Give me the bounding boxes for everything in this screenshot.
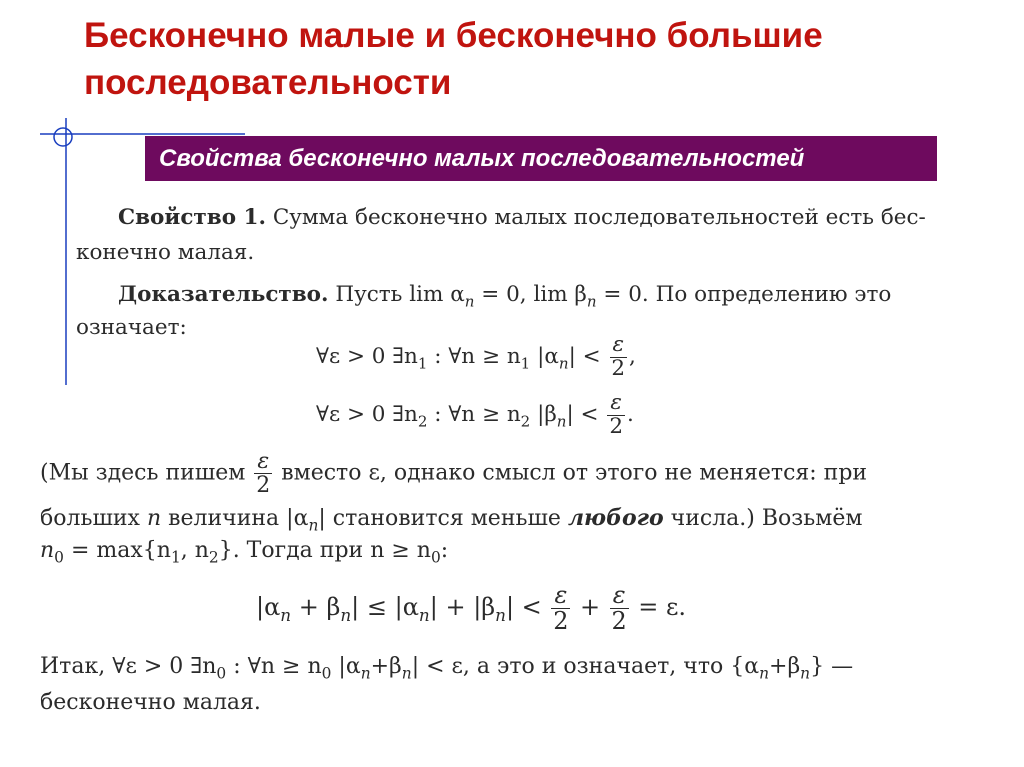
paragraph-text: (Мы здесь пишем [40,460,246,486]
conclusion-line-1 [40,654,853,682]
paragraph-line-1 [40,450,867,497]
fraction-numerator: ε [610,334,628,358]
subscript: n [360,664,371,683]
fraction-numerator: ε [610,583,629,609]
proof-text: = 0. По определению это [596,282,892,307]
formula-text: |α [530,344,559,370]
subscript: n [308,516,319,535]
formula-text: ∀ε > 0 ∃n [316,344,418,370]
paragraph-text: вместо ε, однако смысл от этого не меняется: при [281,460,868,486]
paragraph-text: , n [180,538,209,563]
proof-means: означает: [76,315,187,340]
title-line-2: последовательности [84,63,452,102]
paragraph-text: больших [40,506,147,531]
fraction-numerator: ε [551,583,570,609]
formula-text: : ∀n ≥ n [427,402,521,428]
property-text-cont: конечно малая. [76,240,255,265]
formula-text: + [579,593,601,622]
subscript: 0 [216,664,227,683]
fraction-numerator: ε [254,450,272,474]
fraction-denominator: 2 [553,607,569,636]
formula-beta [316,392,634,438]
punctuation: , [629,344,636,370]
subscript: n [800,664,811,683]
proof-line-1 [118,282,891,310]
subscript: 2 [417,412,428,431]
subscript: 1 [417,354,428,373]
title-line-1: Бесконечно малые и бесконечно большие [84,16,823,55]
section-banner [145,136,937,181]
subscript: n [401,664,412,683]
subscript: 1 [170,548,181,567]
formula-text: : ∀n ≥ n [427,344,521,370]
paragraph-line-3 [40,538,448,566]
subscript: 2 [208,548,219,567]
subscript: n [340,604,352,625]
fraction-numerator: ε [607,392,625,416]
subscript: n [759,664,770,683]
property-line-1 [118,205,926,230]
fraction-denominator: 2 [611,607,627,636]
formula-alpha [316,334,636,380]
subscript: 0 [54,548,64,567]
subscript: n [464,292,475,311]
fraction [607,392,625,438]
formula-text: | < [505,593,542,622]
conclusion-text: +β [769,654,801,679]
subscript: n [280,604,292,625]
conclusion-text: |α [331,654,361,679]
crosshair-decoration [0,0,260,400]
proof-line-2 [76,315,187,340]
paragraph-text: : [440,538,449,563]
subscript: n [418,604,430,625]
subscript: 2 [520,412,531,431]
paragraph-text: числа.) Возьмём [663,506,863,531]
proof-text: = 0, lim β [474,282,587,307]
punctuation: . [626,402,634,428]
subscript: n [556,412,567,431]
inequality [256,583,686,634]
subscript: n [558,354,569,373]
conclusion-line-2 [40,690,261,715]
paragraph-text: }. Тогда при n ≥ n [218,538,431,563]
property-heading: Свойство 1. [118,205,266,230]
conclusion-text: +β [370,654,402,679]
paragraph-text: = max{n [63,538,171,563]
formula-text: |β [530,402,557,428]
subscript: 0 [430,548,441,567]
conclusion-text: } — [810,654,854,679]
subscript: n [495,604,506,625]
formula-text: | ≤ |α [351,593,419,622]
fraction-denominator: 2 [611,355,626,381]
subscript: 0 [321,664,332,683]
fraction-denominator: 2 [256,473,271,499]
proof-text: Пусть lim α [335,282,465,307]
fraction [551,583,570,634]
paragraph-text: n [40,538,55,563]
subscript: n [586,292,597,311]
fraction [254,450,272,497]
formula-text: |α [256,593,281,622]
paragraph-text: | становится меньше [318,506,568,531]
banner-text: Свойства бесконечно малых последовательностей [159,145,805,172]
fraction [610,583,629,634]
property-line-2 [76,240,254,265]
subscript: 1 [520,354,531,373]
conclusion-text: : ∀n ≥ n [226,654,322,679]
property-text: Сумма бесконечно малых последовательностей есть бес- [272,205,926,230]
formula-text: | < [568,344,601,370]
fraction [610,334,628,380]
conclusion-text: Итак, ∀ε > 0 ∃n [40,654,217,679]
conclusion-text: | < ε, а это и означает, что {α [411,654,760,679]
proof-heading: Доказательство. [118,282,329,307]
formula-text: + β [291,593,341,622]
emphasis-text: любого [567,505,664,531]
formula-text: | < [566,402,599,428]
paragraph-text: n [146,506,162,531]
formula-text: = ε. [638,593,687,622]
fraction-denominator: 2 [609,413,624,439]
paragraph-line-2 [40,505,863,534]
formula-text: ∀ε > 0 ∃n [316,402,418,428]
paragraph-text: величина |α [161,506,309,531]
conclusion-text: бесконечно малая. [40,690,261,715]
formula-text: | + |β [429,593,496,622]
